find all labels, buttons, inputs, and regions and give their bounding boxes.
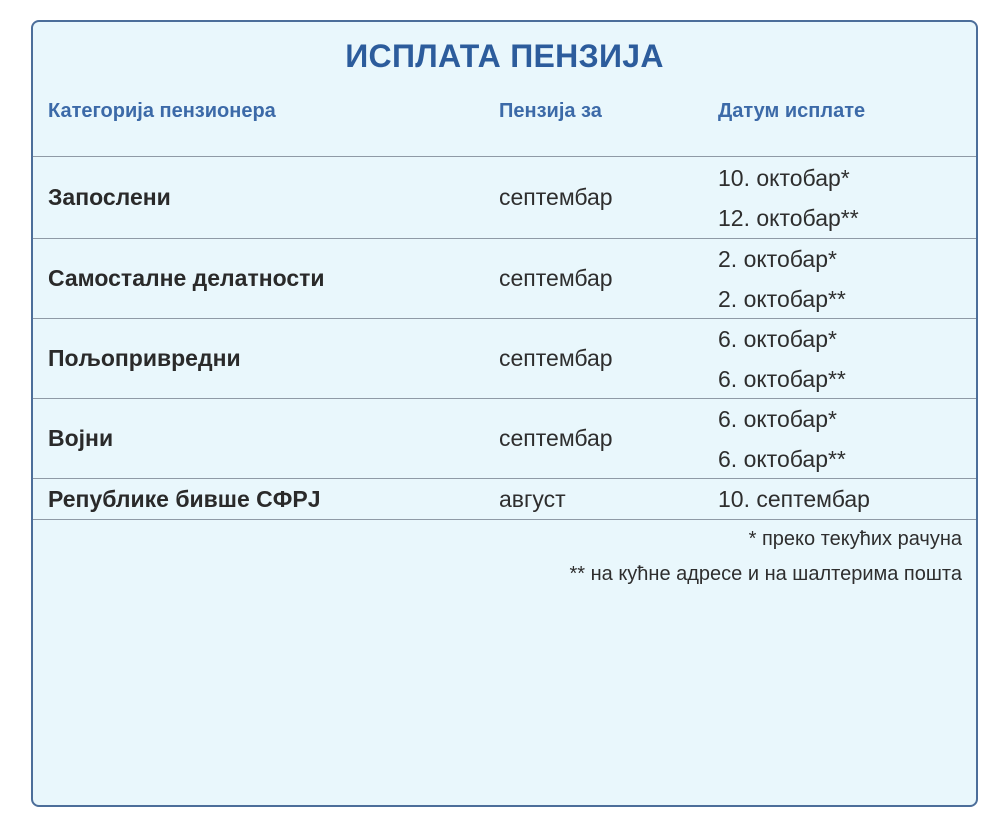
date-current-account: 6. октобар* (718, 325, 837, 352)
date-current-account: 10. октобар* (718, 164, 850, 191)
category-cell: Војни (48, 425, 114, 451)
table-row (33, 398, 976, 478)
column-header-payment-date: Датум исплате (718, 100, 866, 122)
date-home-delivery: 2. октобар** (718, 285, 846, 312)
category-cell: Самосталне делатности (48, 265, 325, 291)
category-cell: Запослени (48, 184, 171, 210)
date-home-delivery: 6. октобар** (718, 365, 846, 392)
period-cell: септембар (499, 184, 613, 210)
payment-date-cell (718, 319, 846, 398)
date-home-delivery: 12. октобар** (718, 204, 859, 231)
category-cell: Пољопривредни (48, 345, 241, 371)
period-cell: септембар (499, 345, 613, 371)
period-cell: септембар (499, 265, 613, 291)
payment-date-cell (718, 157, 859, 238)
table-row (33, 478, 976, 520)
footnotes (569, 522, 962, 592)
date-current-account: 6. октобар* (718, 405, 837, 432)
payment-date-cell (718, 399, 846, 478)
date-current-account: 2. октобар* (718, 245, 837, 272)
table-row (33, 318, 976, 398)
date-home-delivery: 6. октобар** (718, 445, 846, 472)
period-cell: август (499, 485, 566, 512)
category-cell: Републике бивше СФРЈ (48, 485, 321, 512)
payment-date-cell (718, 239, 846, 318)
payment-table (33, 156, 976, 520)
table-row (33, 156, 976, 238)
column-header-category: Категорија пензионера (48, 100, 276, 122)
panel-title: ИСПЛАТА ПЕНЗИЈА (345, 38, 664, 74)
footnote-home-delivery: ** на кућне адресе и на шалтерима пошта (569, 563, 962, 585)
table-row (33, 238, 976, 318)
payment-date-cell (718, 479, 870, 519)
period-cell: септембар (499, 425, 613, 451)
column-header-period: Пензија за (499, 100, 602, 122)
date-single: 10. септембар (718, 486, 870, 512)
pension-payment-panel (31, 20, 978, 807)
footnote-current-account: * преко текућих рачуна (748, 528, 962, 550)
